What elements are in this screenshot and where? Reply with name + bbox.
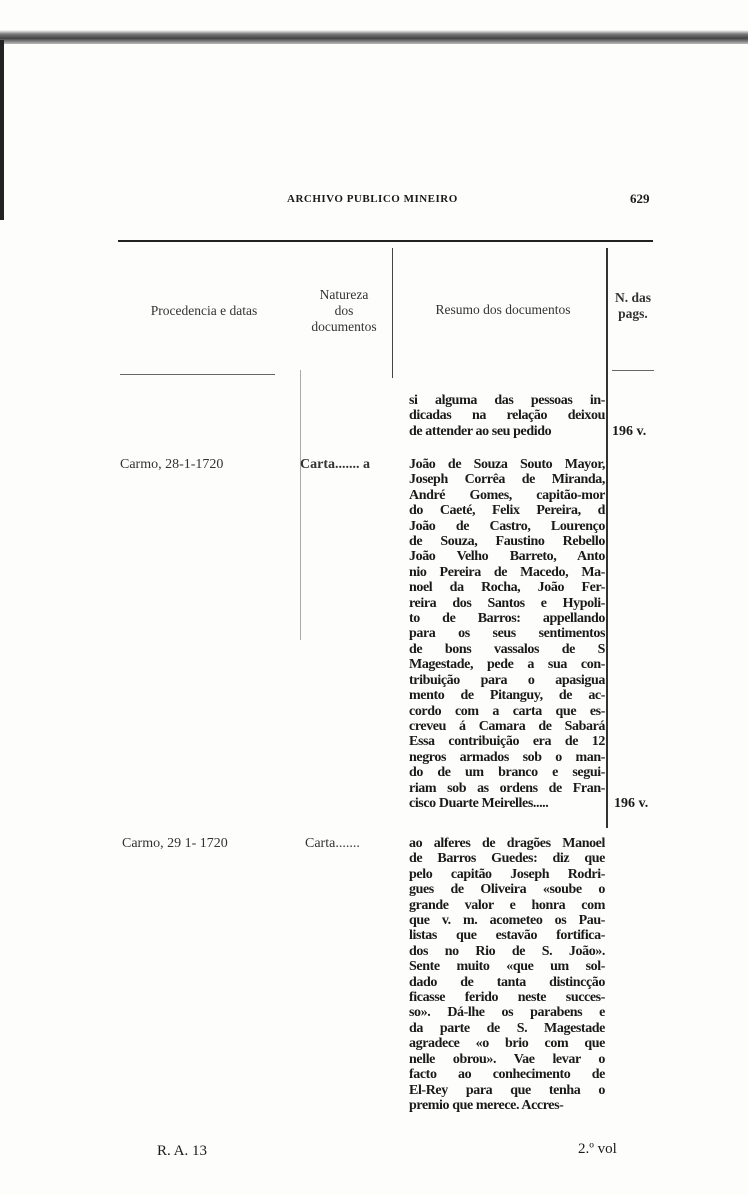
summary-line: Magestade, pede a sua con- xyxy=(409,657,605,673)
summary-line: para os seus sentimentos xyxy=(409,626,605,642)
entry-pages: 196 v. xyxy=(614,796,649,811)
entry-natureza: Carta....... a xyxy=(300,457,370,472)
header-rule xyxy=(612,370,654,371)
summary-line: so». Dá-lhe os parabens e xyxy=(409,1005,605,1021)
entry-summary xyxy=(409,836,605,1113)
summary-line: dado de tanta distincção xyxy=(409,974,605,990)
entry-summary xyxy=(409,393,605,439)
summary-line: Essa contribuição era de 12 xyxy=(409,734,605,750)
summary-line: ao alferes de dragões Manoel xyxy=(409,836,605,851)
entry-summary xyxy=(409,457,605,811)
summary-line: ficasse ferido neste succes- xyxy=(409,990,605,1006)
summary-line: do Caeté, Felix Pereira, d xyxy=(409,503,605,519)
summary-line: nelle obrou». Vae levar o xyxy=(409,1051,605,1067)
pags-line: N. das xyxy=(614,290,651,305)
natureza-line: documentos xyxy=(311,319,377,334)
column-header-pags xyxy=(608,290,658,322)
running-header: ARCHIVO PUBLICO MINEIRO xyxy=(287,193,458,205)
summary-line: negros armados sob o man- xyxy=(409,749,605,765)
summary-line: mento de Pitanguy, de ac- xyxy=(409,688,605,704)
summary-line: cordo com a carta que es- xyxy=(409,703,605,719)
summary-line: dicadas na relação deixou xyxy=(409,408,605,424)
summary-line: agradece «o brio com que xyxy=(409,1036,605,1052)
summary-line: creveu á Camara de Sabará xyxy=(409,718,605,734)
column-divider xyxy=(606,248,608,828)
top-rule xyxy=(118,240,653,242)
summary-line: gues de Oliveira «soube o xyxy=(409,882,605,898)
entry-natureza: Carta....... xyxy=(305,836,360,851)
summary-line: Sente muito «que um sol- xyxy=(409,959,605,975)
summary-line: de attender ao seu pedido xyxy=(409,423,552,439)
summary-line: André Gomes, capitão-mor xyxy=(409,487,605,503)
summary-line: tribuição para o apasigua xyxy=(409,672,605,688)
summary-line: dos no Rio de S. João». xyxy=(409,943,605,959)
column-divider xyxy=(392,248,393,378)
footer-right: 2.º vol xyxy=(578,1141,617,1157)
footer-left: R. A. 13 xyxy=(157,1143,208,1159)
summary-line: facto ao conhecimento de xyxy=(409,1067,605,1083)
summary-line: de Souza, Faustino Rebello xyxy=(409,534,605,550)
summary-line: grande valor e honra com xyxy=(409,897,605,913)
column-header-procedencia: Procedencia e datas xyxy=(150,303,258,318)
entry-pages: 196 v. xyxy=(612,424,647,439)
summary-line: de bons vassalos de S xyxy=(409,641,605,657)
summary-line: El-Rey para que tenha o xyxy=(409,1082,605,1098)
summary-line: Joseph Corrêa de Miranda, xyxy=(409,472,605,488)
summary-line: riam sob as ordens de Fran- xyxy=(409,780,605,796)
column-header-resumo: Resumo dos documentos xyxy=(435,302,571,317)
summary-line: da parte de S. Magestade xyxy=(409,1020,605,1036)
summary-line: de Barros Guedes: diz que xyxy=(409,851,605,867)
summary-line: que v. m. acometeo os Pau- xyxy=(409,913,605,929)
summary-line: noel da Rocha, João Fer- xyxy=(409,580,605,596)
summary-line: listas que estavão fortifica- xyxy=(409,928,605,944)
scan-artifact-band xyxy=(0,30,748,44)
column-divider xyxy=(300,370,301,640)
summary-line: si alguma das pessoas in- xyxy=(409,393,605,408)
summary-line: premio que merece. Accres- xyxy=(409,1097,564,1113)
page-number: 629 xyxy=(630,191,650,206)
natureza-line: Natureza xyxy=(319,287,369,302)
summary-line: pelo capitão Joseph Rodri- xyxy=(409,866,605,882)
summary-line: to de Barros: appellando xyxy=(409,611,605,627)
pags-line: pags. xyxy=(618,306,648,321)
summary-line: João de Castro, Lourenço xyxy=(409,518,605,534)
header-rule xyxy=(120,374,275,375)
entry-procedencia: Carmo, 29 1- 1720 xyxy=(122,836,228,851)
summary-line: cisco Duarte Meirelles..... xyxy=(409,795,549,811)
summary-line: reira dos Santos e Hypoli- xyxy=(409,595,605,611)
entry-procedencia: Carmo, 28-1-1720 xyxy=(120,457,224,472)
summary-line: João Velho Barreto, Anto xyxy=(409,549,605,565)
natureza-line: dos xyxy=(334,303,354,318)
column-header-natureza xyxy=(296,287,392,335)
summary-line: do de um branco e segui- xyxy=(409,765,605,781)
summary-line: nio Pereira de Macedo, Ma- xyxy=(409,564,605,580)
scan-edge-shadow xyxy=(0,40,4,220)
summary-line: João de Souza Souto Mayor, xyxy=(409,457,605,472)
